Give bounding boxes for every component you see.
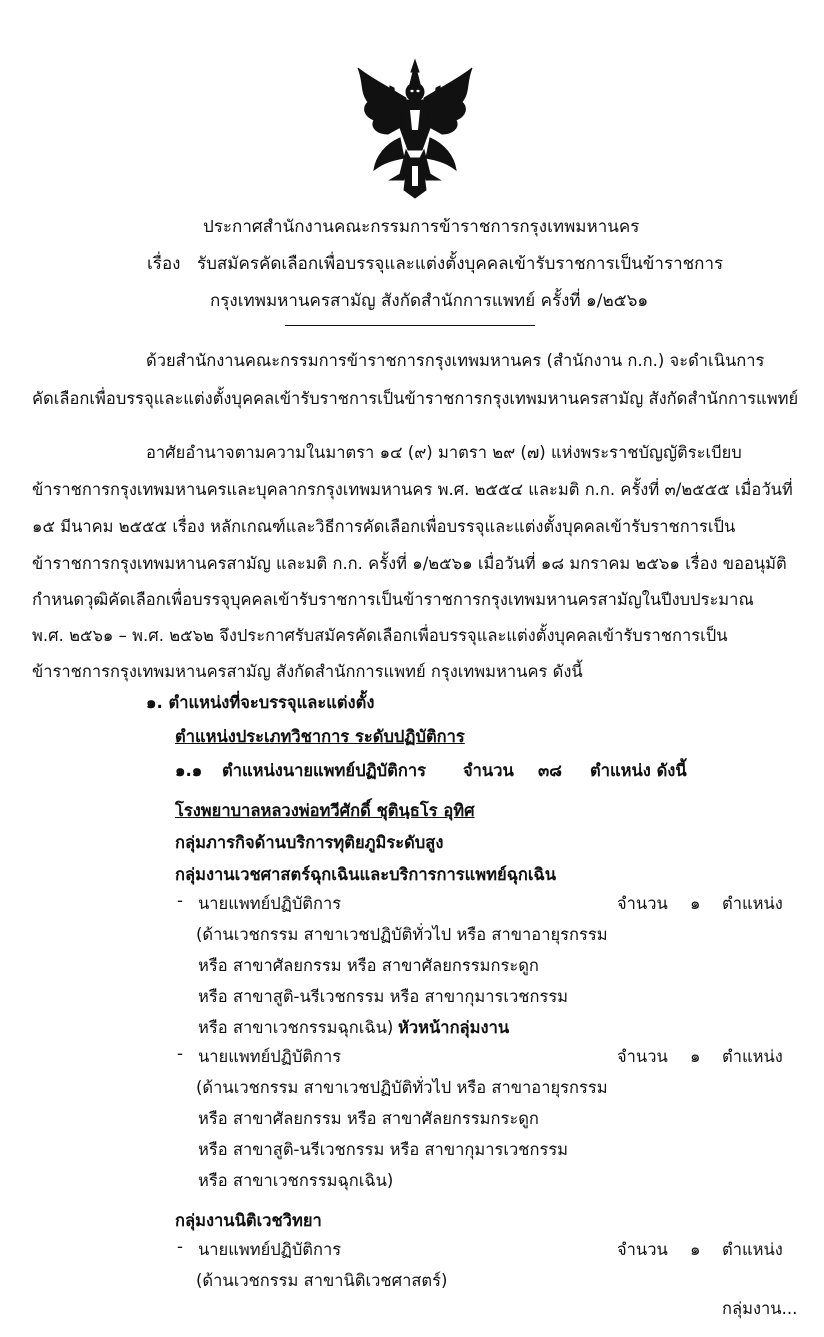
subsection-title: ตำแหน่งนายแพทย์ปฏิบัติการ — [222, 761, 426, 780]
position-3-unit: ตำแหน่ง — [722, 1240, 783, 1259]
position-2-count: ๑ — [690, 1047, 701, 1066]
announcement-title: ประกาศสำนักงานคณะกรรมการข้าราชการกรุงเทพมหานคร — [203, 217, 640, 237]
position-1-unit: ตำแหน่ง — [722, 894, 783, 913]
work-group-emergency: กลุ่มงานเวชศาสตร์ฉุกเฉินและบริการการแพทย์ฉุกเฉิน — [175, 865, 557, 884]
position-3-count-label: จำนวน — [617, 1240, 668, 1259]
position-3-title: นายแพทย์ปฏิบัติการ — [198, 1240, 342, 1259]
position-3-count: ๑ — [690, 1240, 701, 1259]
position-2-unit: ตำแหน่ง — [722, 1047, 783, 1066]
position-2-dash: - — [177, 1044, 183, 1063]
subsection-number: ๑.๑ — [175, 761, 203, 780]
position-1-detail-3: หรือ สาขาสูติ-นรีเวชกรรม หรือ สาขากุมารเวชกรรม — [198, 987, 569, 1006]
garuda-emblem-icon — [350, 58, 480, 200]
header-divider — [285, 325, 535, 326]
position-1-detail-1: (ด้านเวชกรรม สาขาเวชปฏิบัติทั่วไป หรือ สาขาอายุรกรรม — [196, 925, 608, 944]
paragraph-1-line-2: คัดเลือกเพื่อบรรจุและแต่งตั้งบุคคลเข้ารับราชการเป็นข้าราชการกรุงเทพมหานครสามัญ สังกัดสำนักการแพทย์ — [32, 389, 799, 408]
paragraph-2-line-5: กำหนดวุฒิคัดเลือกเพื่อบรรจุบุคคลเข้ารับราชการเป็นข้าราชการกรุงเทพมหานครสามัญในปีงบประมาณ — [32, 590, 754, 609]
position-1-detail-4: หรือ สาขาเวชกรรมฉุกเฉิน) — [198, 1018, 394, 1037]
paragraph-1-line-1: ด้วยสำนักงานคณะกรรมการข้าราชการกรุงเทพมหานคร (สำนักงาน ก.ก.) จะดำเนินการ — [146, 351, 765, 370]
position-3-detail-1: (ด้านเวชกรรม สาขานิติเวชศาสตร์) — [196, 1271, 448, 1290]
paragraph-2-line-7: ข้าราชการกรุงเทพมหานครสามัญ สังกัดสำนักการแพทย์ กรุงเทพมหานคร ดังนี้ — [32, 662, 583, 681]
position-2-detail-4: หรือ สาขาเวชกรรมฉุกเฉิน) — [198, 1171, 394, 1190]
paragraph-2-line-1: อาศัยอำนาจตามความในมาตรา ๑๔ (๙) มาตรา ๒๙ (๗) แห่งพระราชบัญญัติระเบียบ — [146, 443, 742, 462]
position-1-count: ๑ — [690, 894, 701, 913]
subject-line-1: รับสมัครคัดเลือกเพื่อบรรจุและแต่งตั้งบุคคลเข้ารับราชการเป็นข้าราชการ — [197, 254, 724, 274]
position-1-count-label: จำนวน — [617, 894, 668, 913]
position-1-head-note: หัวหน้ากลุ่มงาน — [398, 1018, 510, 1037]
position-2-detail-2: หรือ สาขาศัลยกรรม หรือ สาขาศัลยกรรมกระดูก — [198, 1109, 539, 1128]
section-1-heading: ๑. ตำแหน่งที่จะบรรจุและแต่งตั้ง — [146, 693, 375, 712]
subsection-count-label: จำนวน — [463, 761, 514, 780]
position-2-detail-1: (ด้านเวชกรรม สาขาเวชปฏิบัติทั่วไป หรือ สาขาอายุรกรรม — [196, 1078, 608, 1097]
subject-line-2: กรุงเทพมหานครสามัญ สังกัดสำนักการแพทย์ ครั้งที่ ๑/๒๕๖๑ — [210, 291, 649, 311]
subject-label: เรื่อง — [147, 254, 181, 274]
position-2-title: นายแพทย์ปฏิบัติการ — [198, 1047, 342, 1066]
position-1-title: นายแพทย์ปฏิบัติการ — [198, 894, 342, 913]
paragraph-2-line-4: ข้าราชการกรุงเทพมหานครสามัญ และมติ ก.ก. ครั้งที่ ๑/๒๕๖๑ เมื่อวันที่ ๑๘ มกราคม ๒๕๖๑ เรื่อง ขออนุมัติ — [32, 554, 787, 573]
position-3-dash: - — [177, 1237, 183, 1256]
subsection-count: ๓๘ — [538, 761, 563, 780]
work-group-forensic: กลุ่มงานนิติเวชวิทยา — [175, 1211, 322, 1230]
subsection-unit: ตำแหน่ง ดังนี้ — [590, 761, 687, 780]
position-2-count-label: จำนวน — [617, 1047, 668, 1066]
hospital-name: โรงพยาบาลหลวงพ่อทวีศักดิ์ ชุตินฺธโร อุทิศ — [175, 801, 475, 820]
paragraph-2-line-3: ๑๕ มีนาคม ๒๕๕๕ เรื่อง หลักเกณฑ์และวิธีการคัดเลือกเพื่อบรรจุและแต่งตั้งบุคคลเข้ารับราชการเป็น — [32, 517, 736, 536]
paragraph-2-line-6: พ.ศ. ๒๕๖๑ – พ.ศ. ๒๕๖๒ จึงประกาศรับสมัครคัดเลือกเพื่อบรรจุและแต่งตั้งบุคคลเข้ารับราชการเป็น — [32, 626, 728, 645]
position-category: ตำแหน่งประเภทวิชาการ ระดับปฏิบัติการ — [175, 727, 465, 746]
position-1-detail-2: หรือ สาขาศัลยกรรม หรือ สาขาศัลยกรรมกระดูก — [198, 956, 539, 975]
position-2-detail-3: หรือ สาขาสูติ-นรีเวชกรรม หรือ สาขากุมารเวชกรรม — [198, 1140, 569, 1159]
page-continuation: กลุ่มงาน... — [722, 1299, 798, 1318]
mission-group: กลุ่มภารกิจด้านบริการทุติยภูมิระดับสูง — [175, 833, 444, 852]
position-1-dash: - — [177, 891, 183, 910]
paragraph-2-line-2: ข้าราชการกรุงเทพมหานครและบุคลากรกรุงเทพมหานคร พ.ศ. ๒๕๕๔ และมติ ก.ก. ครั้งที่ ๓/๒๕๕๕ เมื่อวันที่ — [32, 480, 793, 499]
